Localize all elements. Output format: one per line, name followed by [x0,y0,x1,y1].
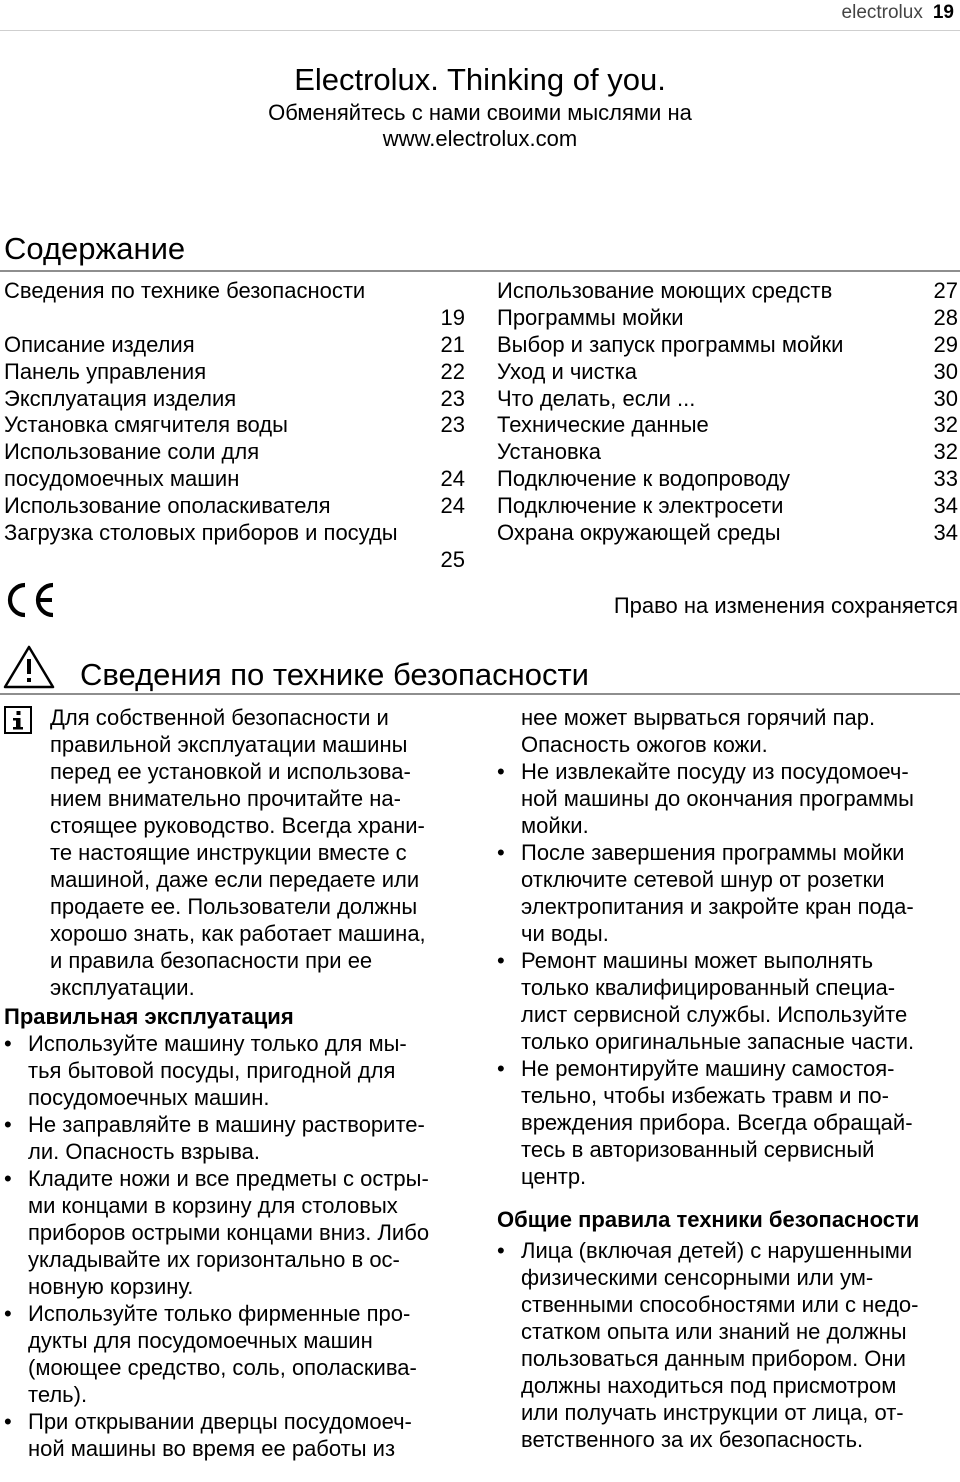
bullet-line: центр. [521,1164,587,1189]
toc-entry[interactable] [497,359,958,386]
bullet-line: только квалифицированный специа- [521,975,896,1000]
intro-line: правильной эксплуатации машины [50,732,408,757]
bullet-marker: • [497,840,505,865]
warning-triangle-icon [2,644,56,690]
bullet-line: должны находиться под присмотром [521,1373,897,1398]
toc-entry-text: посудомоечных машин [4,466,240,492]
toc-entry-text: Программы мойки [497,304,684,330]
bullet-line: электропитания и закройте кран пода- [521,894,914,919]
toc-entry-text: Загрузка столовых приборов и посуды [4,520,398,546]
bullet-line: Не заправляйте в машину растворите- [28,1112,425,1137]
toc-entry[interactable] [4,278,465,305]
toc-entry[interactable] [4,386,465,413]
toc-entry[interactable] [4,547,465,574]
toc-entry-page: 28 [933,304,958,330]
bullet-item [497,758,960,839]
intro-line: и правила безопасности при ее [50,948,373,973]
toc-entry[interactable] [497,493,958,520]
rights-notice: Право на изменения сохраняется [613,593,958,618]
bullet-line: Ремонт машины может выполнять [521,948,874,973]
bullet-line: ственными способностями или с недо- [521,1292,919,1317]
toc-entry-page: 25 [440,546,465,572]
toc-entry-page: 32 [933,412,958,438]
toc-entry-text: Подключение к электросети [497,493,784,519]
bullet-item [497,1055,960,1190]
bullet-line: чи воды. [521,921,609,946]
toc-entry[interactable] [4,493,465,520]
intro-line: машиной, даже если передаете или [50,867,420,892]
tagline-subtitle-line: www.electrolux.com [382,126,578,151]
toc-entry[interactable] [497,466,958,493]
section-divider [0,693,960,695]
toc-entry-text: Уход и чистка [497,358,638,384]
bullet-line: тья бытовой посуды, пригодной для [28,1058,396,1083]
bullet-item [4,1408,474,1462]
toc-entry[interactable] [497,520,958,547]
bullet-line: отключите сетевой шнур от розетки [521,867,885,892]
ce-mark-icon [4,582,56,618]
bullet-item [4,1300,474,1408]
tagline-subtitle-line: Обменяйтесь с нами своими мыслями на [268,100,692,125]
right-text-column [497,704,960,1453]
left-text-column [4,704,474,1462]
toc-entry[interactable] [4,439,465,466]
header-brand: electrolux [841,2,923,23]
toc-entry-page: 30 [933,385,958,411]
bullet-marker: • [497,1238,505,1263]
bullet-marker: • [4,1112,12,1137]
bullet-line: новную корзину. [28,1274,194,1299]
toc-entry-page: 21 [440,331,465,357]
bullet-continuation [497,704,960,758]
contents-divider [0,270,960,272]
toc-entry-page: 23 [440,385,465,411]
bullet-line: При открывании дверцы посудомоеч- [28,1409,412,1434]
toc-entry[interactable] [4,412,465,439]
bullet-line: мойки. [521,813,589,838]
contents-title: Содержание [4,231,186,266]
bullet-line: пользоваться данным прибором. Они [521,1346,906,1371]
bullet-line: укладывайте их горизонтально в ос- [28,1247,400,1272]
bullet-marker: • [497,948,505,973]
bullet-line: приборов острыми концами вниз. Либо [28,1220,430,1245]
subsection-heading: Правильная эксплуатация [4,1004,294,1029]
toc-entry-text: Технические данные [497,412,709,438]
toc-entry-page: 27 [933,278,958,303]
bullet-item [497,839,960,947]
bullet-marker: • [497,759,505,784]
toc-left-column [4,278,465,574]
bullet-line: ной машины во время ее работы из [28,1436,396,1461]
toc-entry[interactable] [4,305,465,332]
bullet-line: ветственного за их безопасность. [521,1427,864,1452]
toc-entry-text: Панель управления [4,358,207,384]
toc-entry[interactable] [4,359,465,386]
toc-entry[interactable] [497,386,958,413]
bullet-line: ми концами в корзину для столовых [28,1193,398,1218]
tagline-subtitle [0,100,960,152]
bullet-line: Опасность ожогов кожи. [521,732,768,757]
toc-entry-text: Установка [497,439,601,465]
intro-line: эксплуатации. [50,975,195,1000]
bullet-line: нее может вырваться горячий пар. [521,705,876,730]
intro-line: стоящее руководство. Всегда храни- [50,813,425,838]
bullet-line: или получать инструкции от лица, от- [521,1400,904,1425]
tagline-title: Electrolux. Thinking of you. [294,62,666,97]
bullet-line: тельно, чтобы избежать травм и по- [521,1083,889,1108]
bullet-line: тесь в авторизованный сервисный [521,1137,875,1162]
toc-entry[interactable] [497,305,958,332]
bullet-item [4,1030,474,1111]
toc-entry-page: 33 [933,466,958,492]
intro-paragraph [50,704,474,1001]
bullet-line: статком опыта или знаний не должны [521,1319,907,1344]
bullet-item [4,1165,474,1300]
toc-entry-page: 30 [933,358,958,384]
running-header [842,0,954,26]
toc-entry[interactable] [497,439,958,466]
intro-line: те настоящие инструкции вместе с [50,840,407,865]
bullet-line: тель). [28,1382,88,1407]
bullet-line: дукты для посудомоечных машин [28,1328,373,1353]
toc-entry-page: 24 [440,493,465,519]
toc-right-column [497,278,958,547]
intro-line: нием внимательно прочитайте на- [50,786,401,811]
bullet-marker: • [4,1301,12,1326]
bullet-line: (моющее средство, соль, ополаскива- [28,1355,417,1380]
toc-entry-page: 22 [440,358,465,384]
toc-entry-text: Охрана окружающей среды [497,520,781,546]
bullet-item [497,1237,960,1453]
toc-entry-page: 23 [440,412,465,438]
intro-line: продаете ее. Пользователи должны [50,894,418,919]
bullet-marker: • [4,1031,12,1056]
bullet-line: Лица (включая детей) с нарушенными [521,1238,913,1263]
bullet-line: Не ремонтируйте машину самостоя- [521,1056,895,1081]
toc-entry-text: Использование ополаскивателя [4,493,331,519]
intro-line: хорошо знать, как работает машина, [50,921,426,946]
toc-entry[interactable] [497,332,958,359]
toc-entry-text: Использование моющих средств [497,278,833,303]
bullet-line: посудомоечных машин. [28,1085,270,1110]
toc-entry-text: Подключение к водопроводу [497,466,791,492]
bullet-line: Кладите ножи и все предметы с остры- [28,1166,429,1191]
header-divider [0,30,960,31]
bullet-line: физическими сенсорными или ум- [521,1265,874,1290]
bullet-line: После завершения программы мойки [521,840,905,865]
bullet-marker: • [497,1056,505,1081]
bullet-line: Не извлекайте посуду из посудомоеч- [521,759,909,784]
toc-entry[interactable] [497,412,958,439]
bullet-marker: • [4,1166,12,1191]
toc-entry[interactable] [4,466,465,493]
page-number: 19 [932,2,954,23]
bullet-line: лист сервисной службы. Используйте [521,1002,908,1027]
toc-entry-page: 29 [933,331,958,357]
toc-entry[interactable] [4,520,465,547]
bullet-line: ной машины до окончания программы [521,786,914,811]
subsection-heading: Общие правила техники безопасности [497,1207,920,1232]
intro-line: Для собственной безопасности и [50,705,389,730]
toc-entry-text: Установка смягчителя воды [4,412,288,438]
bullet-marker: • [4,1409,12,1434]
toc-entry-text: Выбор и запуск программы мойки [497,331,844,357]
toc-entry-page: 24 [440,466,465,492]
toc-entry-page: 19 [440,304,465,330]
intro-line: перед ее установкой и использова- [50,759,411,784]
bullet-line: Используйте машину только для мы- [28,1031,407,1056]
toc-entry-text: Использование соли для [4,439,260,465]
bullet-line: ли. Опасность взрыва. [28,1139,261,1164]
bullet-line: только оригинальные запасные части. [521,1029,915,1054]
toc-entry-page: 34 [933,520,958,546]
section-title: Сведения по технике безопасности [80,657,589,692]
toc-entry-page: 34 [933,493,958,519]
toc-entry-page: 32 [933,439,958,465]
toc-entry[interactable] [4,332,465,359]
toc-entry-text: Эксплуатация изделия [4,385,237,411]
toc-entry-text: Сведения по технике безопасности [4,278,366,303]
bullet-line: Используйте только фирменные про- [28,1301,411,1326]
toc-entry[interactable] [497,278,958,305]
toc-entry-text: Описание изделия [4,331,195,357]
toc-entry-text: Что делать, если ... [497,385,696,411]
bullet-item [497,947,960,1055]
bullet-line: вреждения прибора. Всегда обращай- [521,1110,913,1135]
bullet-item [4,1111,474,1165]
